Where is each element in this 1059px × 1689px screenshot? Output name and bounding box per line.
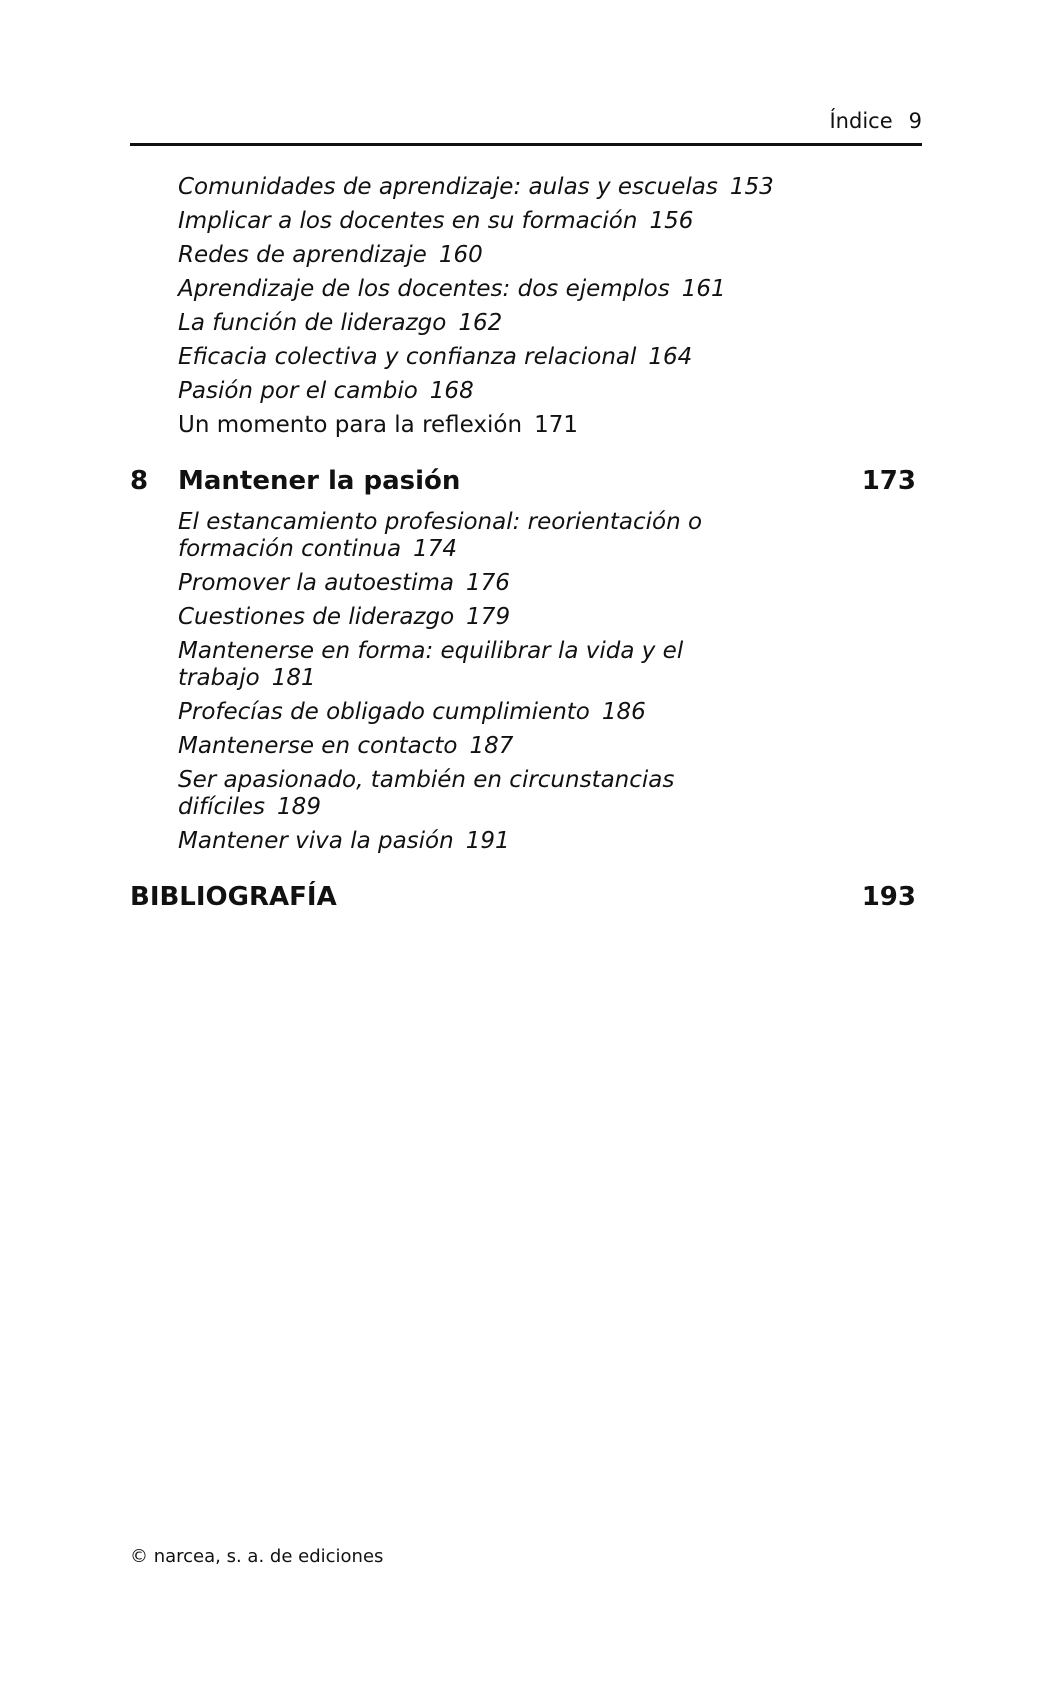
toc-entry-text: Redes de aprendizaje: [178, 242, 427, 268]
header-rule: [130, 143, 922, 146]
toc-entry-page: 168: [429, 378, 474, 404]
copyright-footer: © narcea, s. a. de ediciones: [130, 1546, 384, 1567]
toc-entry-page: 153: [729, 174, 774, 200]
toc-entry-text: Implicar a los docentes en su formación: [178, 208, 638, 234]
toc-entry-text: La función de liderazgo: [178, 310, 447, 336]
toc-entry: [178, 509, 818, 563]
toc-entry: [178, 174, 818, 201]
toc-entry-text: Aprendizaje de los docentes: dos ejemplos: [178, 276, 670, 302]
chapter-heading: [130, 465, 922, 497]
table-of-contents: [130, 174, 922, 913]
toc-entry: [178, 767, 818, 821]
toc-entry-page: 156: [649, 208, 694, 234]
header-title: Índice: [829, 109, 893, 133]
toc-entry: [178, 242, 818, 269]
toc-entry-text: Profecías de obligado cumplimiento: [178, 699, 590, 725]
toc-entry-text: Mantener viva la pasión: [178, 828, 454, 854]
toc-entry: [178, 310, 818, 337]
chapter-title: Mantener la pasión: [178, 466, 461, 496]
chapter-page: 173: [861, 466, 916, 496]
toc-entry-text: Un momento para la reflexión: [178, 412, 523, 438]
toc-entry-text: El estancamiento profesional: reorientación o formación continua: [178, 509, 703, 562]
toc-entry-page: 164: [648, 344, 693, 370]
toc-entry: [178, 828, 818, 855]
toc-entry: [178, 276, 818, 303]
bibliography-page: 193: [861, 882, 916, 912]
chapter-number: 8: [130, 466, 149, 496]
toc-entry-page: 179: [466, 604, 511, 630]
toc-entry-text: Promover la autoestima: [178, 570, 454, 596]
toc-entry-page: 174: [413, 536, 457, 562]
toc-entry-page: 162: [458, 310, 503, 336]
toc-entry-text: Cuestiones de liderazgo: [178, 604, 455, 630]
toc-entry: [178, 378, 818, 405]
toc-entry-text: Mantenerse en contacto: [178, 733, 458, 759]
bibliography-title: BIBLIOGRAFÍA: [130, 882, 337, 912]
toc-entry-page: 187: [469, 733, 514, 759]
toc-entry-page: 160: [438, 242, 483, 268]
toc-entry-text: Eficacia colectiva y confianza relacional: [178, 344, 637, 370]
toc-entry-text: Ser apasionado, también en circunstancias difíciles: [178, 767, 675, 820]
toc-entry: [178, 208, 818, 235]
toc-entry: [178, 699, 818, 726]
bibliography-heading: [130, 881, 922, 913]
toc-entry-page: 171: [534, 412, 578, 438]
toc-entry-page: 161: [681, 276, 726, 302]
toc-entry-page: 186: [601, 699, 646, 725]
toc-entry: [178, 604, 818, 631]
header-page-number: 9: [908, 109, 922, 133]
toc-entry: [178, 733, 818, 760]
toc-entry-text: Mantenerse en forma: equilibrar la vida y el trabajo: [178, 638, 684, 691]
toc-entry: [178, 638, 818, 692]
toc-entry-text: Pasión por el cambio: [178, 378, 418, 404]
toc-entry-page: 189: [277, 794, 321, 820]
toc-entry-reflection: [178, 412, 818, 439]
toc-entry-page: 191: [465, 828, 510, 854]
toc-entry: [178, 344, 818, 371]
running-header: [130, 108, 922, 134]
toc-entry-page: 181: [271, 665, 316, 691]
toc-entry: [178, 570, 818, 597]
toc-entry-page: 176: [466, 570, 510, 596]
toc-entry-text: Comunidades de aprendizaje: aulas y escuelas: [178, 174, 718, 200]
